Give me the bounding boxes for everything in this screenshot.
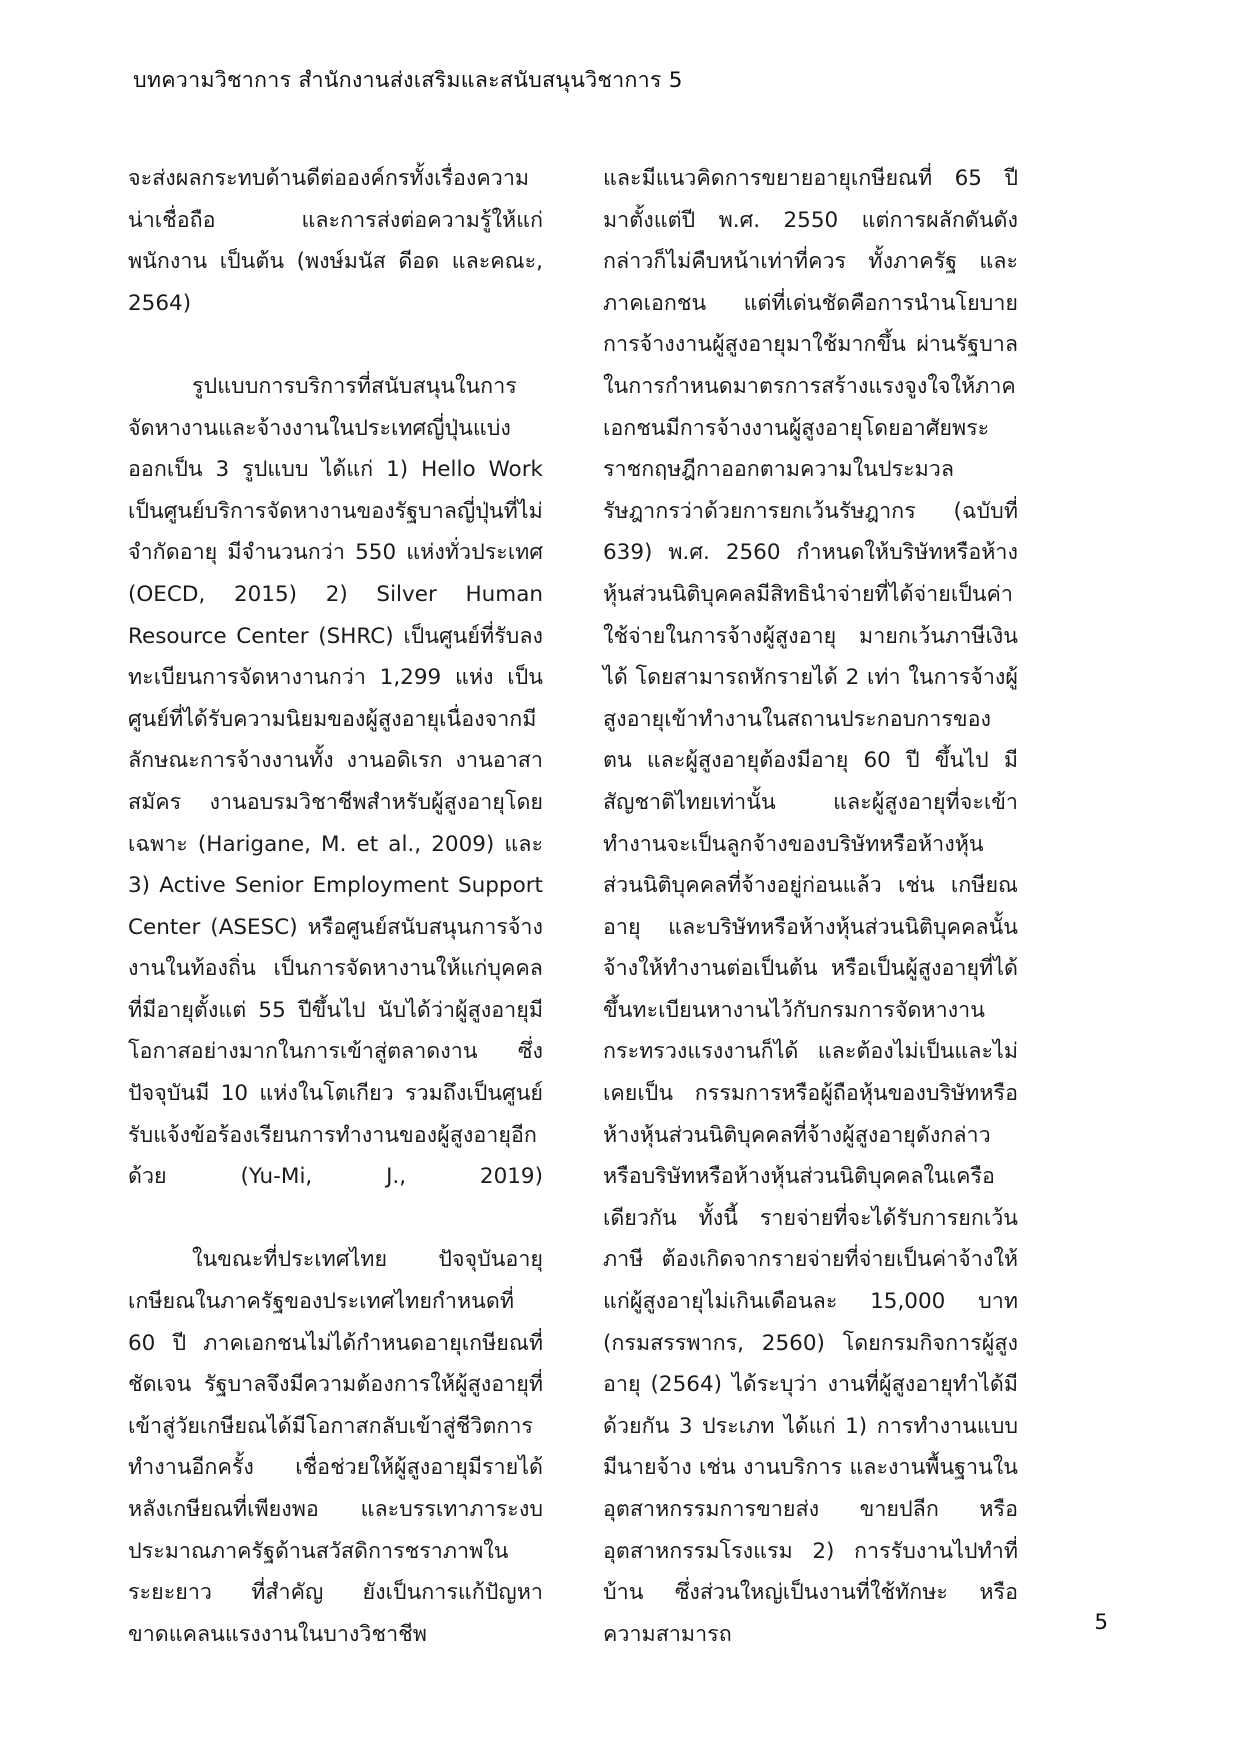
left-column [128, 158, 543, 1697]
two-column-body [128, 158, 1113, 1697]
page-number: 5 [1094, 1610, 1108, 1635]
running-head: บทความวิชาการ สำนักงานส่งเสริมและสนับสนุนวิชาการ 5 [133, 68, 683, 93]
paragraph: รูปแบบการบริการที่สนับสนุนในการจัดหางานและจ้างงานในประเทศญี่ปุ่นแบ่งออกเป็น 3 รูปแบบ ได้แก่ 1) Hello Work เป็นศูนย์บริการจัดหางานของรัฐบาลญี่ปุ่นที่ไม่จำกัดอายุ มีจำนวนกว่า 550 แห่งทั่วประเทศ (OECD, 2015) 2) Silver Human Resource Center (SHRC) เป็นศูนย์ที่รับลงทะเบียนการจัดหางานกว่า 1,299 แห่ง เป็นศูนย์ที่ได้รับความนิยมของผู้สูงอายุเนื่องจากมีลักษณะการจ้างงานทั้ง งานอดิเรก งานอาสาสมัคร งานอบรมวิชาชีพสำหรับผู้สูงอายุโดยเฉพาะ (Harigane, M. et al., 2009) และ 3) Active Senior Employment Support Center (ASESC) หรือศูนย์สนับสนุนการจ้างงานในท้องถิ่น เป็นการจัดหางานให้แก่บุคคลที่มีอายุตั้งแต่ 55 ปีขึ้นไป นับได้ว่าผู้สูงอายุมีโอกาสอย่างมากในการเข้าสู่ตลาดงาน ซึ่งปัจจุบันมี 10 แห่งในโตเกียว รวมถึงเป็นศูนย์รับแจ้งข้อร้องเรียนการทำงานของผู้สูงอายุอีกด้วย (Yu-Mi, J., 2019) [128, 373, 543, 1190]
right-column [603, 158, 1018, 1697]
paragraph: จะส่งผลกระทบด้านดีต่อองค์กรทั้งเรื่องความน่าเชื่อถือ และการส่งต่อความรู้ให้แก่พนักงาน เป็นต้น (พงษ์มนัส ดีอด และคณะ, 2564) [128, 166, 543, 316]
paragraph: และมีแนวคิดการขยายอายุเกษียณที่ 65 ปี มาตั้งแต่ปี พ.ศ. 2550 แต่การผลักดันดังกล่าวก็ไม่คืบหน้าเท่าที่ควร ทั้งภาครัฐ และภาคเอกชน แต่ที่เด่นชัดคือการนำนโยบายการจ้างงานผู้สูงอายุมาใช้มากขึ้น ผ่านรัฐบาลในการกำหนดมาตรการสร้างแรงจูงใจให้ภาคเอกชนมีการจ้างงานผู้สูงอายุโดยอาศัยพระราชกฤษฎีกาออกตามความในประมวลรัษฎากรว่าด้วยการยกเว้นรัษฎากร (ฉบับที่ 639) พ.ศ. 2560 กำหนดให้บริษัทหรือห้างหุ้นส่วนนิติบุคคลมีสิทธินำจ่ายที่ได้จ่ายเป็นค่าใช้จ่ายในการจ้างผู้สูงอายุ มายกเว้นภาษีเงินได้ โดยสามารถหักรายได้ 2 เท่า ในการจ้างผู้สูงอายุเข้าทำงานในสถานประกอบการของตน และผู้สูงอายุต้องมีอายุ 60 ปี ขึ้นไป มีสัญชาติไทยเท่านั้น และผู้สูงอายุที่จะเข้าทำงานจะเป็นลูกจ้างของบริษัทหรือห้างหุ้นส่วนนิติบุคคลที่จ้างอยู่ก่อนแล้ว เช่น เกษียณอายุ และบริษัทหรือห้างหุ้นส่วนนิติบุคคลนั้นจ้างให้ทำงานต่อเป็นต้น หรือเป็นผู้สูงอายุที่ได้ขึ้นทะเบียนหางานไว้กับกรมการจัดหางาน กระทรวงแรงงานก็ได้ และต้องไม่เป็นและไม่เคยเป็น กรรมการหรือผู้ถือหุ้นของบริษัทหรือห้างหุ้นส่วนนิติบุคคลที่จ้างผู้สูงอายุดังกล่าว หรือบริษัทหรือห้างหุ้นส่วนนิติบุคคลในเครือเดียวกัน ทั้งนี้ รายจ่ายที่จะได้รับการยกเว้นภาษี ต้องเกิดจากรายจ่ายที่จ่ายเป็นค่าจ้างให้แก่ผู้สูงอายุไม่เกินเดือนละ 15,000 บาท (กรมสรรพากร, 2560) โดยกรมกิจการผู้สูงอายุ (2564) ได้ระบุว่า งานที่ผู้สูงอายุทำได้มีด้วยกัน 3 ประเภท ได้แก่ 1) การทำงานแบบมีนายจ้าง เช่น งานบริการ และงานพื้นฐานในอุตสาหกรรมการขายส่ง ขายปลีก หรืออุตสาหกรรมโรงแรม 2) การรับงานไปทำที่บ้าน ซึ่งส่วนใหญ่เป็นงานที่ใช้ทักษะ หรือความสามารถ [603, 166, 1018, 1647]
paragraph: ในขณะที่ประเทศไทย ปัจจุบันอายุเกษียณในภาครัฐของประเทศไทยกำหนดที่ 60 ปี ภาคเอกชนไม่ได้กำหนดอายุเกษียณที่ชัดเจน รัฐบาลจึงมีความต้องการให้ผู้สูงอายุที่เข้าสู่วัยเกษียณได้มีโอกาสกลับเข้าสู่ชีวิตการทำงานอีกครั้ง เชื่อช่วยให้ผู้สูงอายุมีรายได้หลังเกษียณที่เพียงพอ และบรรเทาภาระงบประมาณภาครัฐด้านสวัสดิการชราภาพในระยะยาว ที่สำคัญ ยังเป็นการแก้ปัญหาขาดแคลนแรงงานในบางวิชาชีพ [128, 1247, 543, 1647]
